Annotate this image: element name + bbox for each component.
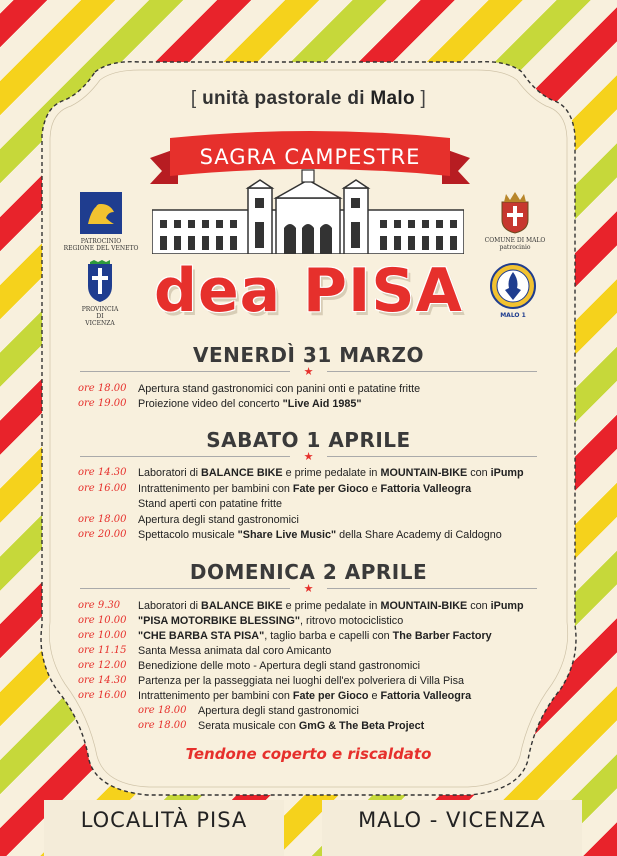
event-text: Spettacolo musicale [138,529,238,541]
event-description [138,514,299,526]
star-icon: ★ [303,451,314,463]
event-text: Partenza per la passeggiata nei luoghi dell'ex polveriera di Villa Pisa [138,675,464,687]
event-text: , taglio barba e capelli con [264,630,393,642]
event-highlight: Fate per Gioco [292,690,369,702]
event-text: Intrattenimento per bambini con [138,483,293,495]
divider [327,371,537,372]
event-text: Apertura degli stand gastronomici [138,514,299,526]
event-text: Laboratori di [138,467,202,479]
pastoral-unit-heading: [ unità pastorale di Malo ] [190,88,427,109]
event-description [138,690,471,702]
event-highlight: MOUNTAIN-BIKE [380,467,468,479]
event-text: Benedizione delle moto - Apertura degli stand gastronomici [138,660,421,672]
footer-location: LOCALITÀ PISA [44,800,284,856]
event-highlight: "CHE BARBA STA PISA" [138,630,265,642]
event-time: ore 18.00 [78,383,127,394]
villa-illustration [152,168,464,254]
event-time: ore 14.30 [78,675,127,686]
event-text: Santa Messa animata dal coro Amicanto [138,645,332,657]
event-time: ore 20.00 [78,529,127,540]
event-description [138,529,502,541]
event-text: Apertura stand gastronomici con panini onti e patatine fritte [138,383,421,395]
event-description [138,660,420,672]
event-time: ore 16.00 [78,690,127,701]
event-highlight: iPump [490,600,524,612]
event-highlight: "Live Aid 1985" [282,398,362,410]
event-text: e prime pedalate in [282,467,381,479]
event-description [138,398,362,410]
event-highlight: "Share Live Music" [237,529,337,541]
day-heading-friday: VENERDÌ 31 MARZO [192,343,425,367]
event-description [138,615,403,627]
event-text: con [467,467,491,479]
event-text: con [467,600,491,612]
star-icon: ★ [303,366,314,378]
event-text: , ritrovo motociclistico [300,615,404,627]
veneto-caption: PATROCINIO REGIONE DEL VENETO [63,238,139,252]
footer-city: MALO - VICENZA [322,800,582,856]
event-description [138,483,471,495]
event-highlight: Fattoria Valleogra [380,483,472,495]
event-highlight: Fattoria Valleogra [380,690,472,702]
provincia-caption: PROVINCIA DI VICENZA [81,306,119,327]
comune-caption: COMUNE DI MALO patrocinio [484,237,546,251]
event-time: ore 10.00 [78,615,127,626]
event-description [138,498,282,510]
day-heading-saturday: SABATO 1 APRILE [206,428,411,452]
event-description [138,383,420,395]
event-highlight: Fate per Gioco [292,483,369,495]
event-text: e [368,690,381,702]
event-time: ore 10.00 [78,630,127,641]
divider [327,588,537,589]
event-highlight: MOUNTAIN-BIKE [380,600,468,612]
event-text: della Share Academy di Caldogno [336,529,502,541]
event-highlight: "PISA MOTORBIKE BLESSING" [138,615,301,627]
divider [327,456,537,457]
event-text: Serata musicale con [198,720,299,732]
event-time: ore 18.00 [138,720,187,731]
event-highlight: BALANCE BIKE [201,467,283,479]
event-time: ore 16.00 [78,483,127,494]
day-heading-sunday: DOMENICA 2 APRILE [189,560,428,584]
event-time: ore 18.00 [78,514,127,525]
event-description [138,675,464,687]
event-description [198,720,424,732]
tent-notice: Tendone coperto e riscaldato [185,745,432,763]
event-description [138,600,524,612]
event-time: ore 14.30 [78,467,127,478]
event-time: ore 11.15 [78,645,127,656]
event-time: ore 9.30 [78,600,121,611]
event-title: dea PISA [154,256,463,326]
veneto-lion-icon [80,192,122,234]
event-description [138,467,524,479]
scout-caption: MALO 1 [500,312,526,319]
event-text: e [368,483,381,495]
star-icon: ★ [303,583,314,595]
event-highlight: BALANCE BIKE [201,600,283,612]
event-highlight: The Barber Factory [392,630,492,642]
event-text: e prime pedalate in [282,600,381,612]
ribbon-text: SAGRA CAMPESTRE [199,145,421,169]
event-text: Laboratori di [138,600,202,612]
event-text: Stand aperti con patatine fritte [138,498,283,510]
event-highlight: GmG & The Beta Project [298,720,425,732]
event-time: ore 18.00 [138,705,187,716]
event-text: Intrattenimento per bambini con [138,690,293,702]
comune-malo-crest-icon [498,192,532,234]
event-description [138,630,492,642]
event-time: ore 19.00 [78,398,127,409]
event-description [138,645,331,657]
event-text: Apertura degli stand gastronomici [198,705,359,717]
event-text: Proiezione video del concerto [138,398,283,410]
event-description [198,705,359,717]
event-highlight: iPump [490,467,524,479]
event-time: ore 12.00 [78,660,127,671]
